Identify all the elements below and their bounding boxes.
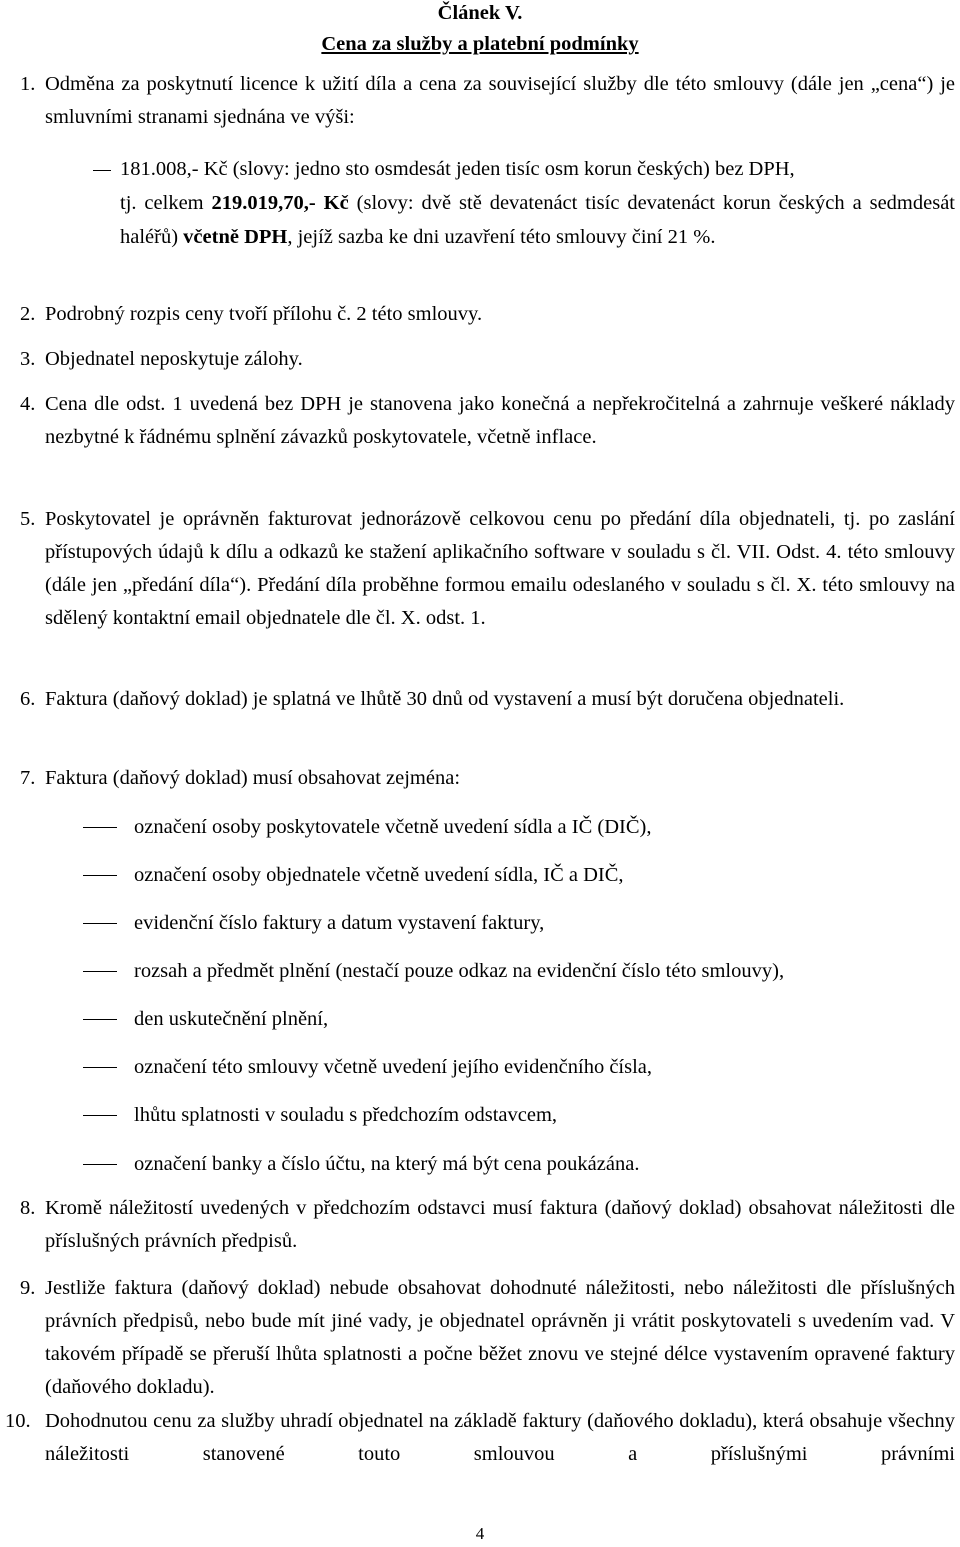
clause-number: 4. [20, 393, 36, 415]
page-number: 4 [475, 1524, 485, 1543]
clause-text: Kromě náležitostí uvedených v předchozím odstavci musí faktura (daňový doklad) obsahovat náležitosti dle příslušných právních předpisů. [45, 1197, 955, 1252]
clause-number: 8. [20, 1197, 36, 1219]
price-net-line: 181.008,- Kč (slovy: jedno sto osmdesát jeden tisíc osm korun českých) bez DPH, [120, 158, 795, 180]
clause-number: 7. [20, 767, 36, 789]
list-item: označení banky a číslo účtu, na který má být cena poukázána. [134, 1153, 640, 1175]
dash-bullet-icon [83, 1019, 117, 1020]
dash-bullet-icon [83, 1115, 117, 1116]
clause-text: Odměna za poskytnutí licence k užití díla a cena za související služby dle této smlouvy (dále jen „cena“) je smluvními stranami sjednána ve výši: [45, 73, 955, 128]
clause-text: Faktura (daňový doklad) je splatná ve lhůtě 30 dnů od vystavení a musí být doručena objednateli. [45, 688, 845, 710]
list-item: označení této smlouvy včetně uvedení jejího evidenčního čísla, [134, 1056, 653, 1078]
clause-number: 9. [20, 1277, 36, 1299]
price-total-prefix: tj. celkem [120, 192, 212, 214]
clause-text: Jestliže faktura (daňový doklad) nebude obsahovat dohodnuté náležitosti, nebo náležitosti dle příslušných právních předpisů, nebo bude mít jiné vady, je objednatel oprávněn ji vrátit poskytovateli s uvedením vad. V takovém případě se přeruší lhůta splatnosti a počne běžet znovu ve stejné délce vystavením opravené faktury (daňového dokladu). [45, 1277, 955, 1398]
list-item: den uskutečnění plnění, [134, 1008, 329, 1030]
list-item: lhůtu splatnosti v souladu s předchozím odstavcem, [134, 1104, 558, 1126]
clause-text: Poskytovatel je oprávněn fakturovat jednorázově celkovou cenu po předání díla objednateli, tj. po zaslání přístupových údajů k dílu a odkazů ke stažení aplikačního software v souladu s čl. VII. Odst. 4. této smlouvy (dále jen „předání díla“). Předání díla proběhne formou emailu odeslaného v souladu s čl. X. této smlouvy na sdělený kontaktní email objednatele dle čl. X. odst. 1. [45, 508, 955, 629]
clause-text: Faktura (daňový doklad) musí obsahovat zejména: [45, 767, 461, 789]
clause-text: Podrobný rozpis ceny tvoří přílohu č. 2 této smlouvy. [45, 303, 483, 325]
price-total-words: (slovy: dvě stě devatenáct tisíc devatenáct korun českých a sedmdesát haléřů) [120, 192, 955, 248]
clause-text: Dohodnutou cenu za služby uhradí objednatel na základě faktury (daňového dokladu), která obsahuje všechny náležitosti stanovené touto smlouvou a příslušnými právními [45, 1410, 955, 1465]
list-item: rozsah a předmět plnění (nestačí pouze odkaz na evidenční číslo této smlouvy), [134, 960, 785, 982]
price-total-amount: 219.019,70,- Kč [211, 192, 349, 214]
dash-bullet-icon [93, 170, 111, 171]
article-title: Článek V. [437, 2, 523, 24]
list-item: označení osoby poskytovatele včetně uvedení sídla a IČ (DIČ), [134, 816, 652, 838]
dash-bullet-icon [83, 1067, 117, 1068]
clause-number: 2. [20, 303, 36, 325]
dash-bullet-icon [83, 875, 117, 876]
clause-number: 1. [20, 73, 36, 95]
clause-text: Objednatel neposkytuje zálohy. [45, 348, 303, 370]
list-item: označení osoby objednatele včetně uvedení sídla, IČ a DIČ, [134, 864, 624, 886]
clause-number: 3. [20, 348, 36, 370]
clause-number: 5. [20, 508, 36, 530]
dash-bullet-icon [83, 827, 117, 828]
price-vat-rate: , jejíž sazba ke dni uzavření této smlouvy činí 21 %. [287, 226, 716, 248]
clause-text: Cena dle odst. 1 uvedená bez DPH je stanovena jako konečná a nepřekročitelná a zahrnuje veškeré náklady nezbytné k řádnému splnění závazků poskytovatele, včetně inflace. [45, 393, 955, 448]
price-vat-included: včetně DPH [183, 226, 288, 248]
price-detail [120, 152, 955, 254]
list-item: evidenční číslo faktury a datum vystavení faktury, [134, 912, 545, 934]
clause-number: 6. [20, 688, 36, 710]
dash-bullet-icon [83, 923, 117, 924]
article-subtitle: Cena za služby a platební podmínky [321, 33, 639, 55]
clause-number: 10. [5, 1410, 31, 1432]
dash-bullet-icon [83, 971, 117, 972]
dash-bullet-icon [83, 1164, 117, 1165]
